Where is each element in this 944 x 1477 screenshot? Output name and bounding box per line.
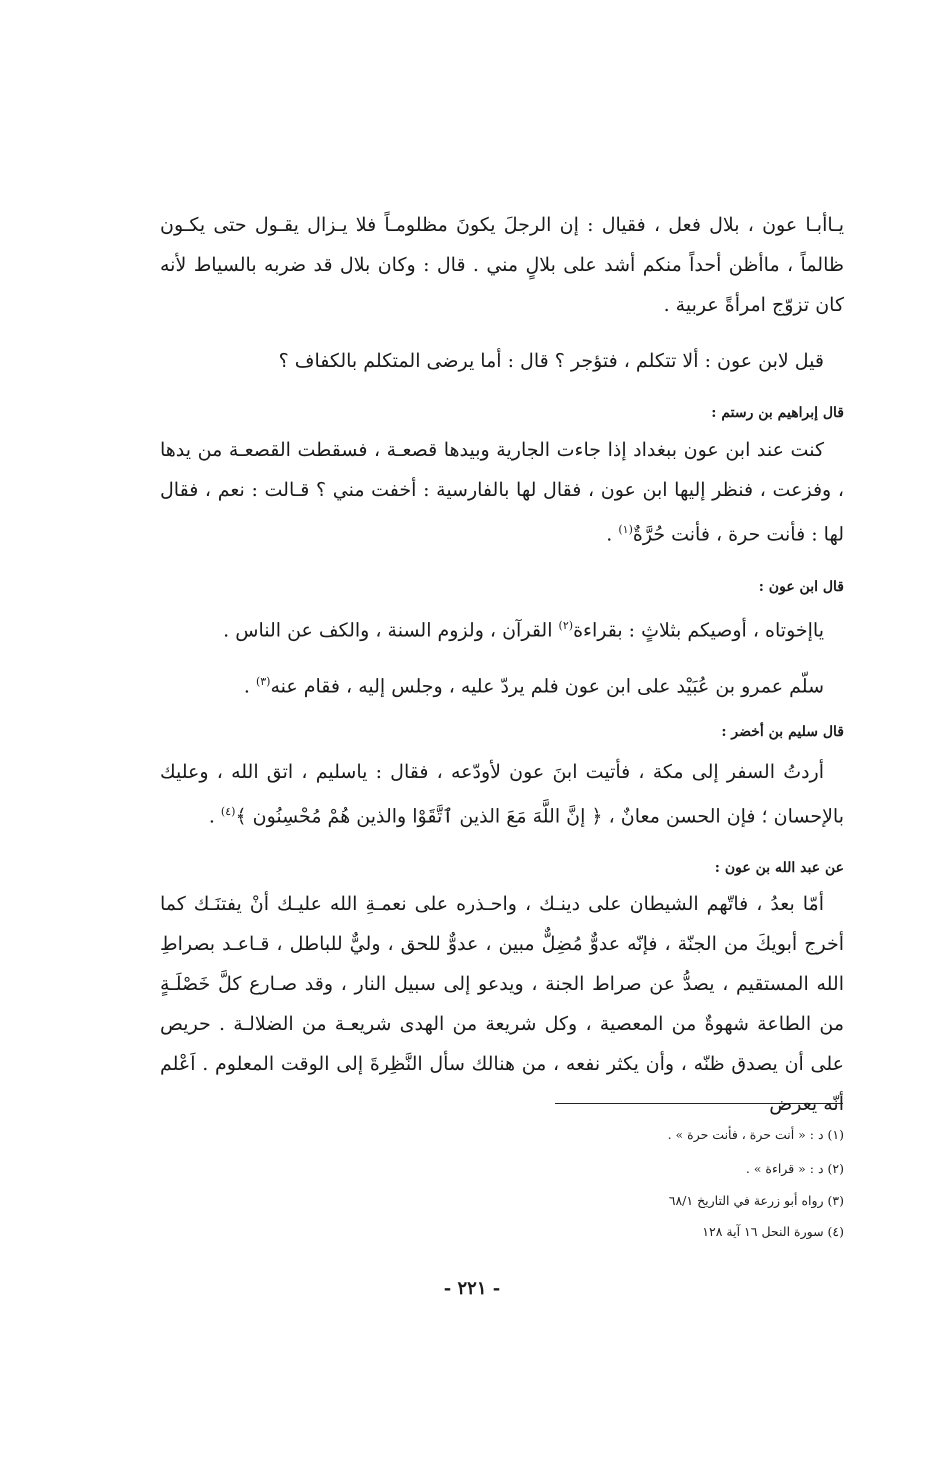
paragraph-safar-text-a: أردتُ السفر إلى مكة ، فأتيت ابنَ عون لأودّعه ، فقال : ياسليم ، اتق الله ، وعليك بالإحسان ؛ فإن الحسن معانٌ ، ﴿ إنَّ اللَّهَ مَعَ الذين ٱتَّقَوْا والذين هُمْ مُحْسِنُون ﴾ [160, 761, 844, 828]
heading-ibn-aun: قال ابن عون : [758, 579, 844, 595]
paragraph-amr-ubayd [160, 662, 844, 706]
footnote-4: (٤) سورة النحل ١٦ آية ١٢٨ [702, 1224, 844, 1239]
heading-ibrahim-rustam: قال إبراهيم بن رستم : [711, 405, 844, 421]
paragraph-ikhwatah-text-b: القرآن ، ولزوم السنة ، والكف عن الناس . [223, 619, 559, 642]
paragraph-safar-text-b: . [208, 805, 221, 828]
footnote-1: (١) د : « أنت حرة ، فأنت حرة » . [667, 1127, 844, 1142]
paragraph-jariya-end: . [606, 523, 619, 546]
paragraph-ikhwatah [160, 606, 844, 650]
paragraph-safar [160, 752, 844, 836]
heading-sulaym-akhdar: قال سليم بن أخضر : [721, 724, 844, 740]
paragraph-ikhwatah-text-a: ياإخوتاه ، أوصيكم بثلاثٍ : بقراءة [573, 619, 824, 642]
paragraph-bilal [160, 205, 844, 325]
paragraph-shaytan [160, 884, 844, 1124]
paragraph-amr-ubayd-text-b: . [243, 675, 256, 698]
footnote-2: (٢) د : « قراءة » . [745, 1161, 844, 1176]
footnote-ref-4: (٤) [220, 805, 236, 818]
paragraph-kafaf [160, 341, 844, 381]
paragraph-kafaf-text: قيل لابن عون : ألا تتكلم ، فتؤجر ؟ قال : أما يرضى المتكلم بالكفاف ؟ [278, 350, 824, 372]
footnote-ref-3: (٣) [255, 675, 271, 688]
page-number: - ٢٢١ - [443, 1278, 501, 1299]
footnote-3: (٣) رواه أبو زرعة في التاريخ ٦٨/١ [668, 1193, 844, 1208]
paragraph-bilal-text: يـاأبـا عون ، بلال فعل ، فقيال : إن الرجلَ يكونَ مظلومـاً فلا يـزال يقـول حتى يكـون ظالماً ، ماأظن أحداً منكم أشد على بلالٍ مني . قال : وكان بلال قد ضربه بالسياط لأنه كان تزوّج امرأةً عربية . [160, 214, 844, 316]
footnote-ref-1: (١) [618, 523, 633, 536]
heading-abdullah-ibn-aun: عن عبد الله بن عون : [714, 860, 844, 876]
paragraph-jariya [160, 430, 844, 554]
footnote-separator [555, 1103, 843, 1104]
paragraph-shaytan-text: أمّا بعدُ ، فاتّهم الشيطان على دينـك ، واحـذره على نعمـةِ الله عليـك أنْ يفتنَـك كما أخرج أبويكَ من الجنّة ، فإنّه عدوٌّ مُضِلٌّ مبين ، عدوٌّ للحق ، وليٌّ للباطل ، قـاعـد بصراطِ الله المستقيم ، يصدُّ عن صراط الجنة ، ويدعو إلى سبيل النار ، وقد صـارع كلَّ خَصْلَـةٍ من الطاعة شهوةٌ من المعصية ، وكل شريعة من الهدى شريعـة من الضلالـة . حريص على أن يصدق ظنّه ، وأن يكثر نفعه ، من هنالك سأل النَّظِرةَ إلى الوقت المعلوم . اَعْلم أنّه يعرض [160, 893, 844, 1115]
paragraph-amr-ubayd-text-a: سلّم عمرو بن عُبَيْد على ابن عون فلم يردّ عليه ، وجلس إليه ، فقام عنه [270, 675, 824, 698]
footnote-ref-2: (٢) [558, 619, 574, 632]
paragraph-jariya-text: كنت عند ابن عون ببغداد إذا جاءت الجارية وبيدها قصعـة ، فسقطت القصعـة من يدها ، وفزعت ، فنظر إليها ابن عون ، فقال لها بالفارسية : أخفت مني ؟ قـالت : نعم ، فقال لها : فأنت حرة ، فأنت حُرَّةٌ [160, 439, 844, 546]
